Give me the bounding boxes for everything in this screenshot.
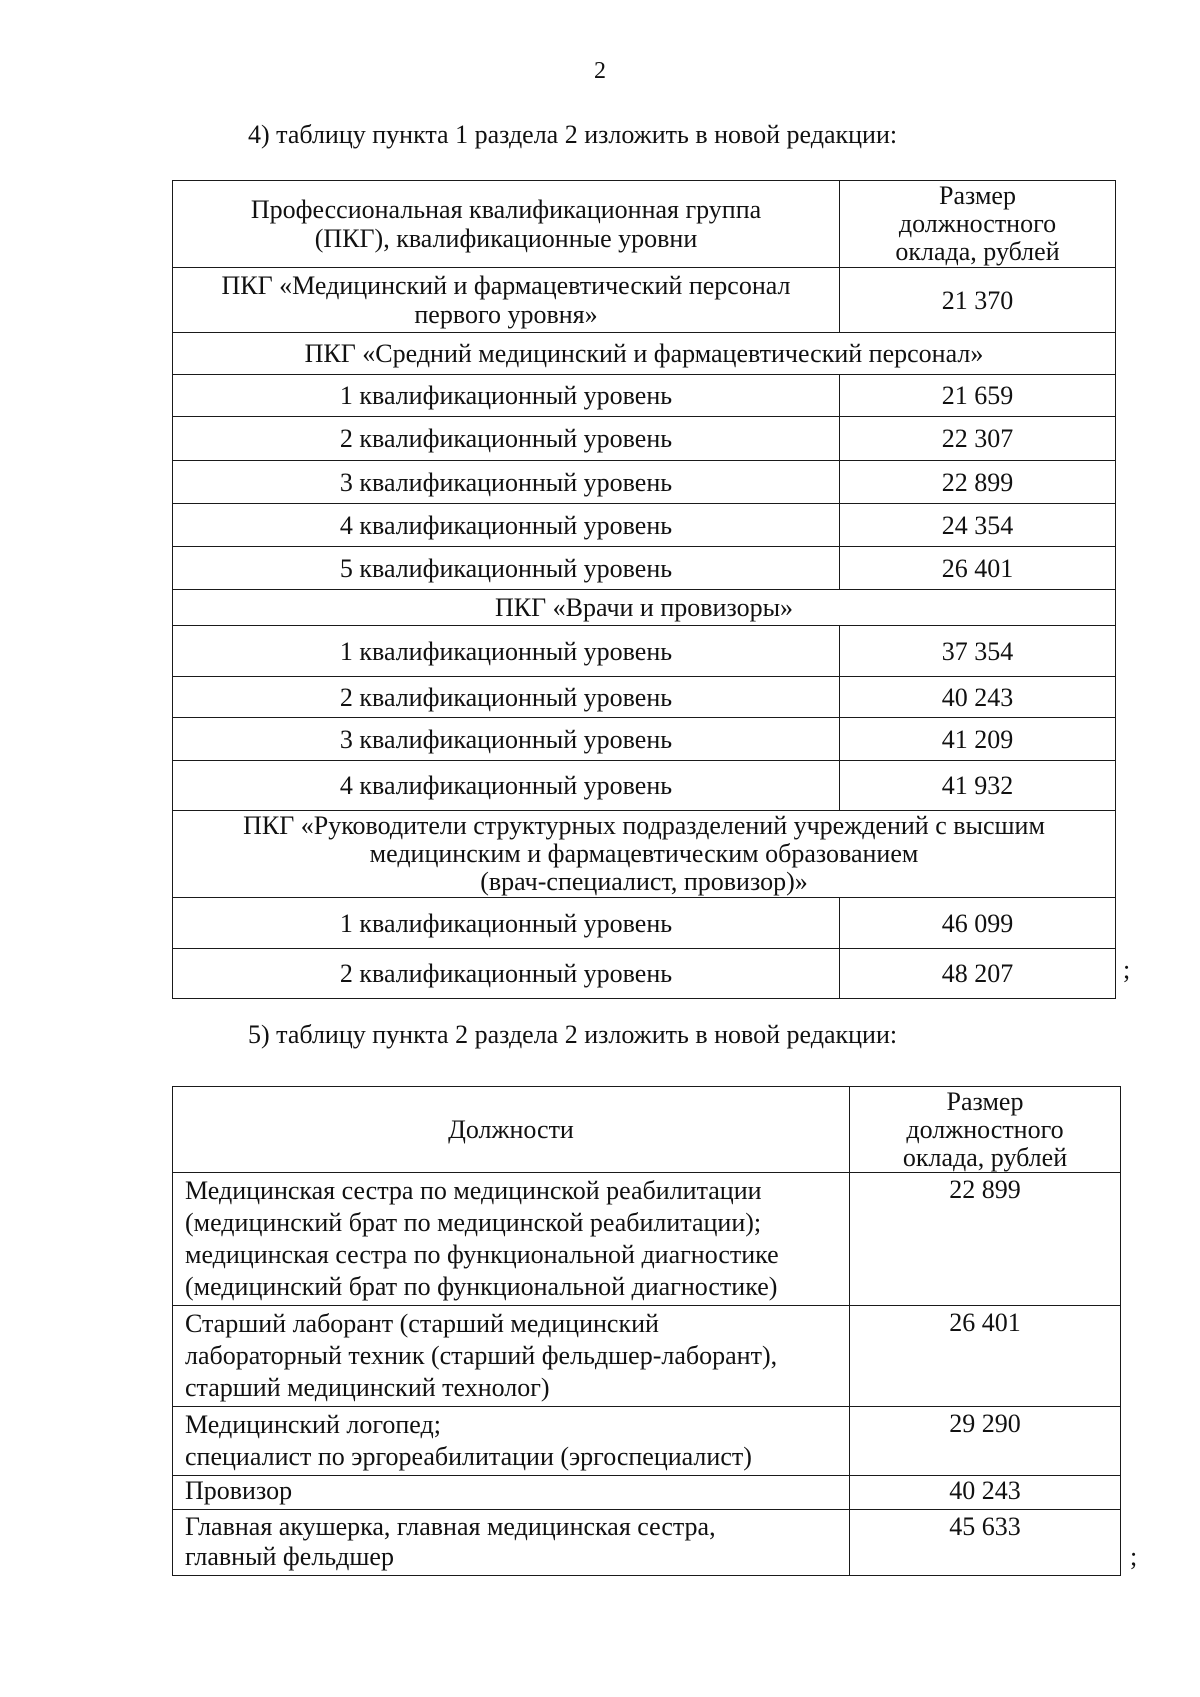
header-salary-cell: Размер должностного оклада, рублей bbox=[840, 181, 1116, 268]
position-line: специалист по эргореабилитации (эргоспециалист) bbox=[185, 1442, 752, 1471]
table-row bbox=[173, 1476, 1121, 1510]
section-header-line: медицинским и фармацевтическим образованием bbox=[369, 839, 919, 868]
table-end-semicolon: ; bbox=[1130, 1542, 1138, 1571]
row-value: 46 099 bbox=[840, 898, 1116, 949]
header-group-cell: Профессиональная квалификационная группа (ПКГ), квалификационные уровни bbox=[173, 181, 840, 268]
row-label: 5 квалификационный уровень bbox=[173, 547, 840, 590]
row-value: 24 354 bbox=[840, 504, 1116, 547]
position-name-cell bbox=[173, 1306, 850, 1407]
row-value: 41 209 bbox=[840, 718, 1116, 761]
row-label: 2 квалификационный уровень bbox=[173, 949, 840, 999]
row-value: 26 401 bbox=[840, 547, 1116, 590]
table-row bbox=[173, 375, 1116, 417]
position-value-cell: 26 401 bbox=[850, 1306, 1121, 1407]
row-label: 4 квалификационный уровень bbox=[173, 761, 840, 811]
table-row bbox=[173, 1173, 1121, 1306]
position-name-cell bbox=[173, 1173, 850, 1306]
table-row bbox=[173, 547, 1116, 590]
table-row bbox=[173, 949, 1116, 999]
position-line: старший медицинский технолог) bbox=[185, 1373, 550, 1402]
table-row bbox=[173, 461, 1116, 504]
position-line: главный фельдшер bbox=[185, 1542, 394, 1571]
position-line: Провизор bbox=[185, 1476, 293, 1505]
row-value: 22 899 bbox=[840, 461, 1116, 504]
table-row bbox=[173, 504, 1116, 547]
instruction-paragraph-4: 4) таблицу пункта 1 раздела 2 изложить в новой редакции: bbox=[248, 120, 898, 149]
row-label: 2 квалификационный уровень bbox=[173, 417, 840, 461]
position-line: Медицинский логопед; bbox=[185, 1410, 441, 1439]
salary-table-pkg bbox=[172, 180, 1116, 999]
header-salary-cell bbox=[850, 1087, 1121, 1173]
table-row bbox=[173, 718, 1116, 761]
position-value-cell: 40 243 bbox=[850, 1476, 1121, 1510]
section-header-row bbox=[173, 333, 1116, 375]
page-number: 2 bbox=[594, 58, 606, 84]
section-header-cell bbox=[173, 811, 1116, 898]
table-row bbox=[173, 898, 1116, 949]
row-label: ПКГ «Медицинский и фармацевтический персонал первого уровня» bbox=[173, 268, 840, 333]
header-position-cell: Должности bbox=[173, 1087, 850, 1173]
row-label: 1 квалификационный уровень bbox=[173, 375, 840, 417]
header-salary-line: Размер bbox=[946, 1086, 1024, 1116]
position-line: (медицинский брат по медицинской реабилитации); bbox=[185, 1208, 762, 1237]
position-line: (медицинский брат по функциональной диагностике) bbox=[185, 1272, 778, 1301]
row-value: 41 932 bbox=[840, 761, 1116, 811]
row-value: 21 659 bbox=[840, 375, 1116, 417]
position-name-cell bbox=[173, 1510, 850, 1576]
header-salary-line: должностного bbox=[906, 1114, 1064, 1144]
section-header-line: ПКГ «Руководители структурных подразделений учреждений с высшим bbox=[243, 811, 1045, 840]
section-header-line: (врач-специалист, провизор)» bbox=[480, 867, 808, 896]
row-value: 21 370 bbox=[840, 268, 1116, 333]
row-label: 2 квалификационный уровень bbox=[173, 677, 840, 718]
row-value: 40 243 bbox=[840, 677, 1116, 718]
row-label: 3 квалификационный уровень bbox=[173, 461, 840, 504]
position-line: Главная акушерка, главная медицинская сестра, bbox=[185, 1512, 716, 1541]
salary-table-positions bbox=[172, 1086, 1121, 1576]
row-value: 48 207 bbox=[840, 949, 1116, 999]
row-label: 1 квалификационный уровень bbox=[173, 626, 840, 677]
table-row bbox=[173, 626, 1116, 677]
table-row bbox=[173, 417, 1116, 461]
header-salary-line: оклада, рублей bbox=[902, 1142, 1068, 1172]
position-value-cell: 45 633 bbox=[850, 1510, 1121, 1576]
table-row bbox=[173, 1306, 1121, 1407]
table-row bbox=[173, 268, 1116, 333]
section-header-row bbox=[173, 590, 1116, 626]
table-row bbox=[173, 761, 1116, 811]
row-label: 1 квалификационный уровень bbox=[173, 898, 840, 949]
position-value-cell: 29 290 bbox=[850, 1407, 1121, 1476]
instruction-paragraph-5: 5) таблицу пункта 2 раздела 2 изложить в новой редакции: bbox=[248, 1020, 898, 1049]
table-header-row bbox=[173, 1087, 1121, 1173]
table-row bbox=[173, 677, 1116, 718]
position-value-cell: 22 899 bbox=[850, 1173, 1121, 1306]
position-name-cell bbox=[173, 1407, 850, 1476]
position-name-cell bbox=[173, 1476, 850, 1510]
section-header-row bbox=[173, 811, 1116, 898]
row-label: 4 квалификационный уровень bbox=[173, 504, 840, 547]
table-end-semicolon: ; bbox=[1123, 955, 1131, 984]
table-row bbox=[173, 1510, 1121, 1576]
section-header-cell: ПКГ «Врачи и провизоры» bbox=[173, 590, 1116, 626]
row-value: 22 307 bbox=[840, 417, 1116, 461]
position-line: Медицинская сестра по медицинской реабилитации bbox=[185, 1176, 762, 1205]
row-value: 37 354 bbox=[840, 626, 1116, 677]
position-line: Старший лаборант (старший медицинский bbox=[185, 1309, 659, 1338]
table-row bbox=[173, 1407, 1121, 1476]
table-header-row bbox=[173, 181, 1116, 268]
section-header-cell: ПКГ «Средний медицинский и фармацевтический персонал» bbox=[173, 333, 1116, 375]
position-line: лабораторный техник (старший фельдшер-лаборант), bbox=[185, 1341, 778, 1370]
position-line: медицинская сестра по функциональной диагностике bbox=[185, 1240, 779, 1269]
row-label: 3 квалификационный уровень bbox=[173, 718, 840, 761]
